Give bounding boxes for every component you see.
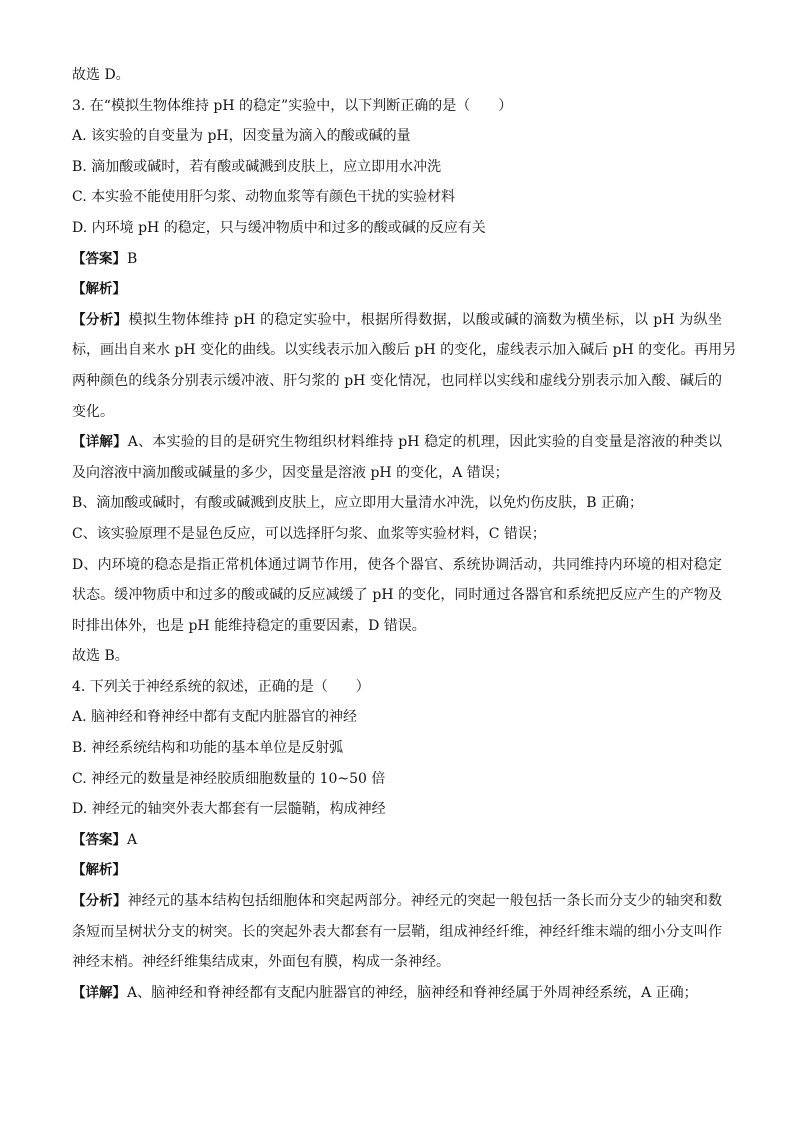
analysis-tag: 【解析】 xyxy=(72,862,126,879)
q3-analysis-heading xyxy=(72,274,722,305)
q3-xiangjie-line: 状态。缓冲物质中和过多的酸或碱的反应减缓了 pH 的变化，同时通过各器官和系统把反应产生的产物及 xyxy=(72,587,722,604)
q3-xiangjie-line xyxy=(72,427,722,458)
q3-fenxi-line: 标，画出自来水 pH 变化的曲线。以实线表示加入酸后 pH 的变化，虚线表示加入碱后 pH 的变化。再用另 xyxy=(72,342,737,359)
q4-option-a: A. 脑神经和脊神经中都有支配内脏器官的神经 xyxy=(72,709,358,726)
q3-fenxi-line: 变化。 xyxy=(72,403,114,420)
q3-option-d: D. 内环境 pH 的稳定，只与缓冲物质中和过多的酸或碱的反应有关 xyxy=(72,219,486,236)
q4-stem: 4. 下列关于神经系统的叙述，正确的是（ ） xyxy=(72,678,370,695)
q4-xiangjie-line xyxy=(72,978,722,1009)
q4-fenxi-line xyxy=(72,886,722,917)
q4-answer xyxy=(72,825,722,856)
q4-option-b: B. 神经系统结构和功能的基本单位是反射弧 xyxy=(72,740,344,757)
fenxi-text: 模拟生物体维持 pH 的稳定实验中，根据所得数据，以酸或碱的滴数为横坐标，以 pH 为纵坐 xyxy=(128,311,723,328)
xiangjie-text: A、脑神经和脊神经都有支配内脏器官的神经，脑神经和脊神经属于外周神经系统，A 正确； xyxy=(127,984,698,1001)
answer-value: A xyxy=(127,831,138,848)
q3-option-a: A. 该实验的自变量为 pH，因变量为滴入的酸或碱的量 xyxy=(72,128,411,145)
q4-option-d: D. 神经元的轴突外表大都套有一层髓鞘，构成神经 xyxy=(72,801,386,818)
q3-option-b: B. 滴加酸或碱时，若有酸或碱溅到皮肤上，应立即用水冲洗 xyxy=(72,158,442,175)
q3-option-c: C. 本实验不能使用肝匀浆、动物血浆等有颜色干扰的实验材料 xyxy=(72,189,456,206)
fenxi-text: 神经元的基本结构包括细胞体和突起两部分。神经元的突起一般包括一条长而分支少的轴突和数 xyxy=(127,893,723,910)
answer-value: B xyxy=(127,250,138,267)
answer-tag: 【答案】 xyxy=(72,250,126,267)
q4-fenxi-line: 神经末梢。神经纤维集结成束，外面包有膜，构成一条神经。 xyxy=(72,954,450,971)
q3-xiangjie-line: B、滴加酸或碱时，有酸或碱溅到皮肤上，应立即用大量清水冲洗，以免灼伤皮肤，B 正确； xyxy=(72,495,644,512)
document-page xyxy=(72,60,737,1008)
q3-xiangjie-line: C、该实验原理不是显色反应，可以选择肝匀浆、血浆等实验材料，C 错误； xyxy=(72,525,546,542)
analysis-tag: 【解析】 xyxy=(72,281,126,298)
q4-analysis-heading xyxy=(72,855,722,886)
xiangjie-text: A、本实验的目的是研究生物组织材料维持 pH 稳定的机理，因此实验的自变量是溶液的种类以 xyxy=(127,434,723,451)
q3-choice: 故选 B。 xyxy=(72,648,129,665)
answer-tag: 【答案】 xyxy=(72,831,126,848)
xiangjie-tag: 【详解】 xyxy=(72,434,127,451)
xiangjie-tag: 【详解】 xyxy=(72,984,126,1001)
q4-option-c: C. 神经元的数量是神经胶质细胞数量的 10~50 倍 xyxy=(72,770,386,787)
q3-xiangjie-line: 及向溶液中滴加酸或碱量的多少，因变量是溶液 pH 的变化，A 错误； xyxy=(72,464,509,481)
fenxi-tag: 【分析】 xyxy=(72,311,128,328)
q2-choice: 故选 D。 xyxy=(72,67,130,83)
fenxi-tag: 【分析】 xyxy=(72,893,127,910)
q3-answer xyxy=(72,244,722,275)
q3-stem: 3. 在“模拟生物体维持 pH 的稳定”实验中，以下判断正确的是（ ） xyxy=(72,97,513,114)
q3-fenxi-line: 两种颜色的线条分别表示缓冲液、肝匀浆的 pH 变化情况，也同样以实线和虚线分别表示加入酸、碱后的 xyxy=(72,372,722,389)
q3-xiangjie-line: D、内环境的稳态是指正常机体通过调节作用，使各个器官、系统协调活动，共同维持内环境的相对稳定 xyxy=(72,556,722,573)
q3-fenxi-line xyxy=(72,305,722,336)
q3-xiangjie-line: 时排出体外，也是 pH 能维持稳定的重要因素，D 错误。 xyxy=(72,617,426,634)
q4-fenxi-line: 条短而呈树状分支的树突。长的突起外表大都套有一层鞘，组成神经纤维，神经纤维末端的细小分支叫作 xyxy=(72,923,722,940)
